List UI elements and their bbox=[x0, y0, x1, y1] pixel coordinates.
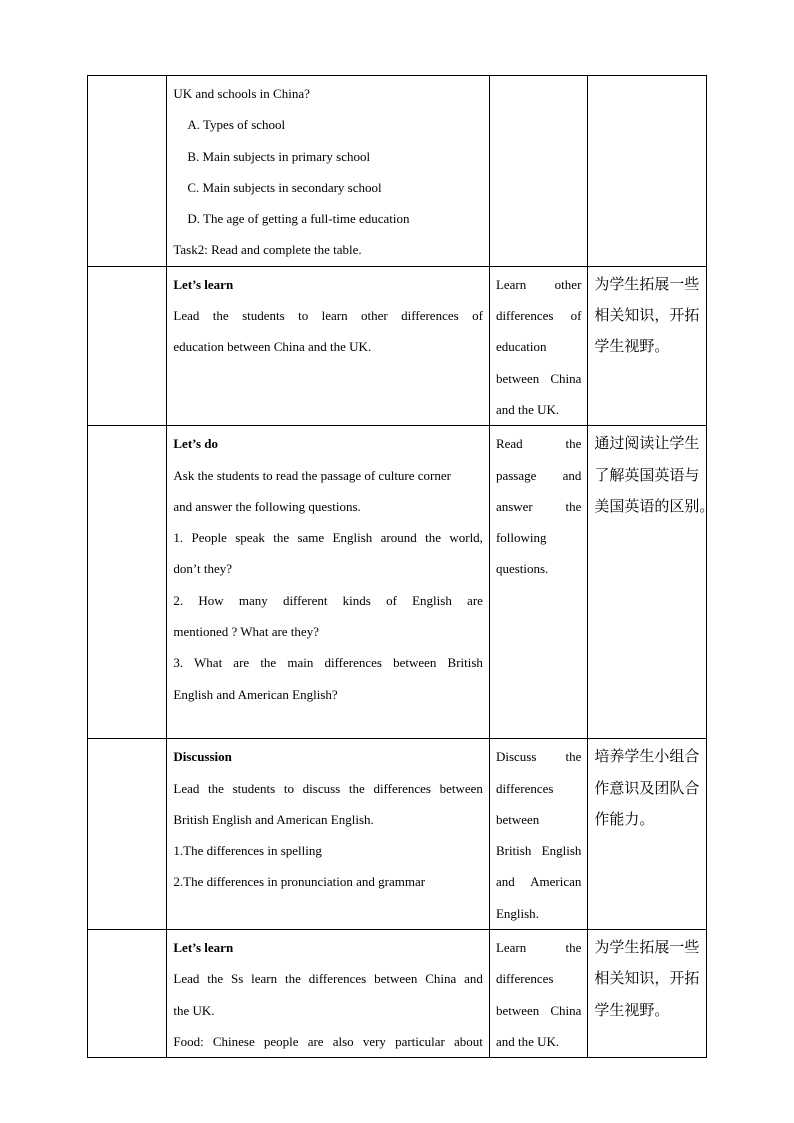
stage-cell bbox=[88, 739, 167, 930]
purpose-line: 为学生拓展一些 bbox=[594, 274, 700, 293]
content-line: Task2: Read and complete the table. bbox=[173, 242, 362, 258]
stage-cell bbox=[88, 930, 167, 1058]
activity-line: and American bbox=[495, 874, 582, 890]
activity-line: Learn the bbox=[495, 940, 582, 956]
content-line: B. Main subjects in primary school bbox=[187, 148, 371, 164]
activity-cell bbox=[489, 266, 587, 425]
purpose-line: 作意识及团队合 bbox=[594, 778, 700, 797]
activity-line: answer the bbox=[495, 498, 582, 514]
content-line: 1.The differences in spelling bbox=[173, 843, 322, 859]
activity-line: between bbox=[495, 811, 540, 827]
purpose-line: 相关知识，开拓 bbox=[594, 969, 700, 988]
activity-line: Read the bbox=[495, 436, 582, 452]
content-cell bbox=[167, 739, 490, 930]
table-row bbox=[88, 426, 707, 739]
content-cell bbox=[167, 930, 490, 1058]
content-line: British English and American English. bbox=[173, 811, 374, 827]
purpose-line: 学生视野。 bbox=[594, 1000, 670, 1019]
activity-line: Learn other bbox=[495, 276, 582, 292]
content-line: Food: Chinese people are also very particular about bbox=[173, 1033, 483, 1049]
activity-line: English. bbox=[495, 905, 539, 921]
content-cell bbox=[167, 266, 490, 425]
content-line: Lead the Ss learn the differences between China and bbox=[173, 971, 483, 987]
content-cell bbox=[167, 76, 490, 267]
content-line: mentioned ? What are they? bbox=[173, 624, 319, 640]
purpose-line: 作能力。 bbox=[594, 809, 655, 828]
content-line: Lead the students to discuss the differences between bbox=[173, 780, 483, 796]
activity-line: passage and bbox=[495, 467, 582, 483]
activity-line: differences bbox=[495, 780, 554, 796]
activity-line: Discuss the bbox=[495, 749, 582, 765]
purpose-line: 为学生拓展一些 bbox=[594, 938, 700, 957]
purpose-cell bbox=[588, 426, 715, 739]
stage-cell bbox=[88, 266, 167, 425]
purpose-line: 学生视野。 bbox=[594, 337, 670, 356]
section-title: Let’s learn bbox=[173, 940, 234, 956]
purpose-cell bbox=[588, 930, 707, 1058]
table-row bbox=[88, 739, 707, 930]
content-line: don’t they? bbox=[173, 561, 232, 577]
content-line: and answer the following questions. bbox=[173, 498, 361, 514]
content-line: English and American English? bbox=[173, 686, 338, 702]
content-line: the UK. bbox=[173, 1002, 215, 1018]
content-line: C. Main subjects in secondary school bbox=[187, 179, 382, 195]
table-row bbox=[88, 76, 707, 267]
activity-line: between China bbox=[495, 370, 582, 386]
activity-cell bbox=[489, 76, 587, 267]
purpose-line: 相关知识，开拓 bbox=[594, 306, 700, 325]
content-line: UK and schools in China? bbox=[173, 86, 310, 101]
activity-line: differences of bbox=[495, 308, 582, 324]
purpose-cell bbox=[588, 739, 707, 930]
table-row bbox=[88, 930, 707, 1058]
purpose-line: 培养学生小组合 bbox=[594, 747, 700, 766]
section-title: Discussion bbox=[173, 749, 232, 765]
content-line: Ask the students to read the passage of culture corner bbox=[173, 467, 451, 483]
section-title: Let’s learn bbox=[173, 276, 234, 292]
activity-line: questions. bbox=[495, 561, 549, 577]
content-line: 1. People speak the same English around the world, bbox=[173, 530, 483, 546]
stage-cell bbox=[88, 76, 167, 267]
purpose-cell bbox=[588, 266, 707, 425]
content-line: Lead the students to learn other differences of bbox=[173, 308, 483, 324]
content-line: 2.The differences in pronunciation and grammar bbox=[173, 874, 426, 890]
purpose-cell bbox=[588, 76, 707, 267]
content-line: education between China and the UK. bbox=[173, 339, 372, 355]
content-line: D. The age of getting a full-time education bbox=[187, 211, 410, 227]
activity-cell bbox=[489, 739, 587, 930]
content-line: A. Types of school bbox=[187, 117, 286, 133]
section-title: Let’s do bbox=[173, 436, 219, 452]
activity-line: education bbox=[495, 339, 547, 355]
activity-line: and the UK. bbox=[495, 1033, 560, 1049]
content-cell bbox=[167, 426, 490, 739]
activity-line: British English bbox=[495, 843, 582, 859]
purpose-line: 了解英国英语与 bbox=[594, 465, 700, 484]
stage-cell bbox=[88, 426, 167, 739]
table-row bbox=[88, 266, 707, 425]
purpose-line: 美国英语的区别。 bbox=[594, 496, 715, 515]
activity-cell bbox=[489, 426, 587, 739]
activity-line: differences bbox=[495, 971, 554, 987]
purpose-line: 通过阅读让学生 bbox=[594, 434, 700, 453]
activity-line: and the UK. bbox=[495, 401, 560, 417]
content-line: 2. How many different kinds of English are bbox=[173, 592, 483, 608]
activity-line: following bbox=[495, 530, 547, 546]
content-line: 3. What are the main differences between British bbox=[173, 655, 483, 671]
lesson-plan-table bbox=[87, 75, 715, 1058]
activity-cell bbox=[489, 930, 587, 1058]
activity-line: between China bbox=[495, 1002, 582, 1018]
